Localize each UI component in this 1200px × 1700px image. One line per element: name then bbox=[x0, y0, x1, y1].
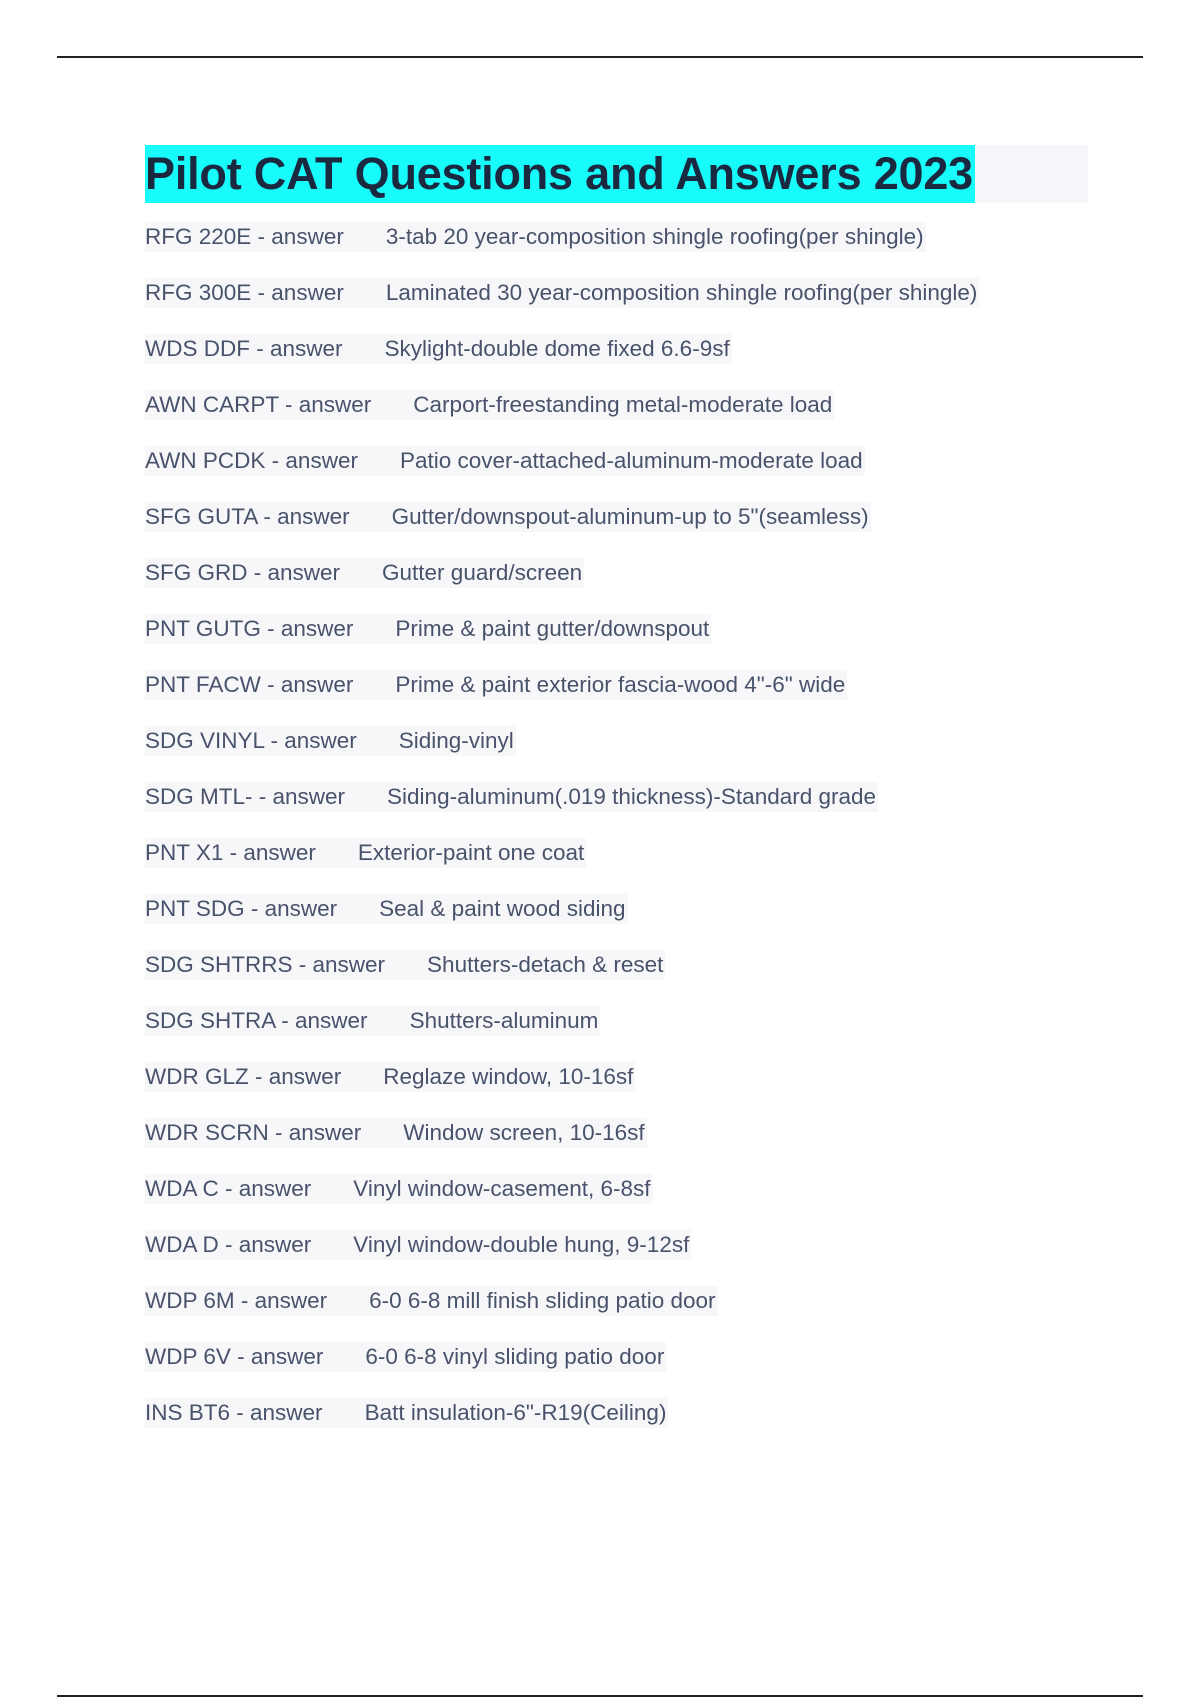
qa-list bbox=[145, 222, 1145, 1454]
qa-item bbox=[145, 894, 1145, 950]
term-separator bbox=[359, 726, 399, 756]
term-separator bbox=[329, 1286, 369, 1316]
answer-text: Batt insulation-6"-R19(Ceiling) bbox=[365, 1398, 669, 1428]
term-separator bbox=[313, 1174, 353, 1204]
question-term: WDA C - answer bbox=[145, 1174, 313, 1204]
answer-text: Siding-aluminum(.019 thickness)-Standard grade bbox=[387, 782, 878, 812]
question-term: RFG 220E - answer bbox=[145, 222, 346, 252]
answer-text: Exterior-paint one coat bbox=[358, 838, 586, 868]
question-term: WDP 6V - answer bbox=[145, 1342, 325, 1372]
term-separator bbox=[325, 1398, 365, 1428]
qa-item bbox=[145, 446, 1145, 502]
term-separator bbox=[343, 1062, 383, 1092]
document-title: Pilot CAT Questions and Answers 2023 bbox=[145, 145, 975, 203]
term-separator bbox=[346, 222, 386, 252]
term-separator bbox=[339, 894, 379, 924]
term-separator bbox=[373, 390, 413, 420]
term-separator bbox=[318, 838, 358, 868]
bottom-rule bbox=[57, 1695, 1143, 1697]
term-separator bbox=[387, 950, 427, 980]
qa-item bbox=[145, 1118, 1145, 1174]
term-separator bbox=[325, 1342, 365, 1372]
question-term: AWN CARPT - answer bbox=[145, 390, 373, 420]
qa-item bbox=[145, 502, 1145, 558]
question-term: SDG MTL- - answer bbox=[145, 782, 347, 812]
question-term: SFG GUTA - answer bbox=[145, 502, 352, 532]
question-term: PNT GUTG - answer bbox=[145, 614, 355, 644]
answer-text: Shutters-detach & reset bbox=[427, 950, 665, 980]
qa-item bbox=[145, 1286, 1145, 1342]
qa-item bbox=[145, 1342, 1145, 1398]
term-separator bbox=[352, 502, 392, 532]
question-term: PNT X1 - answer bbox=[145, 838, 318, 868]
answer-text: Gutter/downspout-aluminum-up to 5"(seamless) bbox=[392, 502, 871, 532]
question-term: PNT SDG - answer bbox=[145, 894, 339, 924]
question-term: WDA D - answer bbox=[145, 1230, 313, 1260]
qa-item bbox=[145, 1398, 1145, 1454]
question-term: WDS DDF - answer bbox=[145, 334, 345, 364]
answer-text: Reglaze window, 10-16sf bbox=[383, 1062, 635, 1092]
question-term: SFG GRD - answer bbox=[145, 558, 342, 588]
term-separator bbox=[360, 446, 400, 476]
answer-text: Window screen, 10-16sf bbox=[403, 1118, 646, 1148]
term-separator bbox=[313, 1230, 353, 1260]
answer-text: Vinyl window-casement, 6-8sf bbox=[353, 1174, 652, 1204]
qa-item bbox=[145, 670, 1145, 726]
answer-text: Prime & paint exterior fascia-wood 4"-6" wide bbox=[395, 670, 847, 700]
qa-item bbox=[145, 838, 1145, 894]
term-separator bbox=[346, 278, 386, 308]
qa-item bbox=[145, 950, 1145, 1006]
question-term: SDG VINYL - answer bbox=[145, 726, 359, 756]
qa-item bbox=[145, 1174, 1145, 1230]
qa-item bbox=[145, 726, 1145, 782]
question-term: WDR GLZ - answer bbox=[145, 1062, 343, 1092]
answer-text: 6-0 6-8 mill finish sliding patio door bbox=[369, 1286, 717, 1316]
term-separator bbox=[347, 782, 387, 812]
qa-item bbox=[145, 614, 1145, 670]
question-term: WDP 6M - answer bbox=[145, 1286, 329, 1316]
answer-text: 3-tab 20 year-composition shingle roofing(per shingle) bbox=[386, 222, 926, 252]
answer-text: Vinyl window-double hung, 9-12sf bbox=[353, 1230, 691, 1260]
answer-text: Shutters-aluminum bbox=[410, 1006, 601, 1036]
term-separator bbox=[355, 614, 395, 644]
question-term: WDR SCRN - answer bbox=[145, 1118, 363, 1148]
qa-item bbox=[145, 782, 1145, 838]
title-band bbox=[145, 145, 1088, 203]
answer-text: Carport-freestanding metal-moderate load bbox=[413, 390, 834, 420]
top-rule bbox=[57, 56, 1143, 58]
qa-item bbox=[145, 390, 1145, 446]
question-term: INS BT6 - answer bbox=[145, 1398, 325, 1428]
term-separator bbox=[342, 558, 382, 588]
term-separator bbox=[355, 670, 395, 700]
answer-text: Prime & paint gutter/downspout bbox=[395, 614, 711, 644]
question-term: PNT FACW - answer bbox=[145, 670, 355, 700]
term-separator bbox=[370, 1006, 410, 1036]
question-term: SDG SHTRA - answer bbox=[145, 1006, 370, 1036]
question-term: AWN PCDK - answer bbox=[145, 446, 360, 476]
qa-item bbox=[145, 1006, 1145, 1062]
term-separator bbox=[363, 1118, 403, 1148]
answer-text: Patio cover-attached-aluminum-moderate load bbox=[400, 446, 865, 476]
term-separator bbox=[345, 334, 385, 364]
answer-text: Siding-vinyl bbox=[399, 726, 516, 756]
answer-text: Laminated 30 year-composition shingle roofing(per shingle) bbox=[386, 278, 980, 308]
answer-text: Seal & paint wood siding bbox=[379, 894, 627, 924]
qa-item bbox=[145, 558, 1145, 614]
qa-item bbox=[145, 1062, 1145, 1118]
answer-text: Gutter guard/screen bbox=[382, 558, 584, 588]
qa-item bbox=[145, 278, 1145, 334]
answer-text: Skylight-double dome fixed 6.6-9sf bbox=[385, 334, 732, 364]
answer-text: 6-0 6-8 vinyl sliding patio door bbox=[365, 1342, 666, 1372]
qa-item bbox=[145, 334, 1145, 390]
qa-item bbox=[145, 222, 1145, 278]
question-term: RFG 300E - answer bbox=[145, 278, 346, 308]
qa-item bbox=[145, 1230, 1145, 1286]
question-term: SDG SHTRRS - answer bbox=[145, 950, 387, 980]
